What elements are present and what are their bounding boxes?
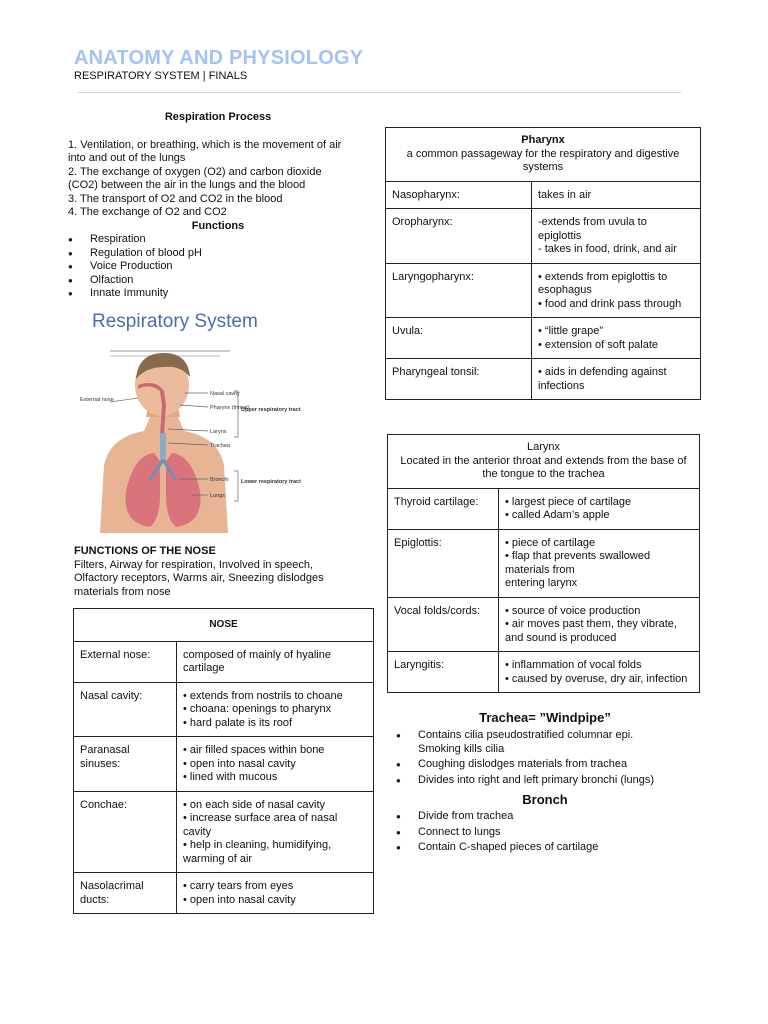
table-row — [74, 737, 374, 792]
table-cell-desc: • carry tears from eyes • open into nasal cavity — [177, 873, 374, 914]
label-trachea: Trachea — [210, 443, 230, 449]
table-cell-term: Pharyngeal tonsil: — [386, 359, 532, 400]
table-row — [388, 529, 700, 597]
respiration-line: (CO2) between the air in the lungs and the blood — [68, 179, 306, 191]
table-row — [74, 641, 374, 682]
respiration-line: 4. The exchange of O2 and CO2 — [68, 206, 227, 218]
table-cell-desc: • aids in defending against infections — [532, 359, 701, 400]
respiration-steps — [68, 139, 368, 220]
table-cell-desc: • piece of cartilage • flap that prevents swallowed materials from entering larynx — [499, 529, 700, 597]
respiration-section — [68, 111, 368, 301]
table-row — [74, 791, 374, 873]
label-lungs: Lungs — [210, 493, 225, 499]
table-cell-term: Laryngitis: — [388, 652, 499, 693]
label-pharynx: Pharynx (throat) — [210, 405, 250, 411]
trachea-section — [396, 729, 696, 789]
label-nasal-cavity: Nasal cavity — [210, 391, 240, 397]
table-cell-term: Epiglottis: — [388, 529, 499, 597]
table-cell-term: External nose: — [74, 641, 177, 682]
table-cell-desc: • “little grape” • extension of soft palate — [532, 318, 701, 359]
pharynx-title: Pharynx — [521, 134, 565, 146]
table-cell-term: Paranasal sinuses: — [74, 737, 177, 792]
nose-functions-section — [74, 545, 374, 599]
table-cell-term: Nasopharynx: — [386, 181, 532, 209]
respiration-heading: Respiration Process — [164, 111, 272, 123]
document-subtitle: RESPIRATORY SYSTEM | FINALS — [74, 70, 248, 82]
table-row — [386, 359, 701, 400]
nose-functions-line: Filters, Airway for respiration, Involved in speech, — [74, 558, 314, 571]
label-larynx: Larynx — [210, 429, 227, 435]
larynx-table — [387, 434, 700, 693]
functions-list — [68, 233, 368, 301]
table-row — [74, 873, 374, 914]
copyright-line — [110, 350, 230, 352]
label-bronchi: Bronchi — [210, 477, 229, 483]
list-item: ● Divides into right and left primary bronchi (lungs) — [396, 774, 696, 788]
list-item: ● Contains cilia pseudostratified columnar epi. Smoking kills cilia — [396, 729, 696, 756]
bronch-section — [396, 810, 696, 857]
respiration-line: 2. The exchange of oxygen (O2) and carbon dioxide — [68, 165, 322, 178]
header-divider — [78, 92, 681, 93]
list-item: ● Regulation of blood pH — [68, 247, 368, 261]
nose-functions-line: materials from nose — [74, 585, 171, 598]
table-cell-desc: • inflammation of vocal folds • caused by overuse, dry air, infection — [499, 652, 700, 693]
trachea-shape — [160, 433, 166, 461]
document-title: ANATOMY AND PHYSIOLOGY — [74, 47, 364, 69]
table-cell-desc: • largest piece of cartilage • called Adam’s apple — [499, 488, 700, 529]
table-row — [386, 209, 701, 264]
list-item: ● Contain C-shaped pieces of cartilage — [396, 841, 696, 855]
table-cell-desc: composed of mainly of hyaline cartilage — [177, 641, 374, 682]
functions-heading: Functions — [191, 219, 245, 232]
table-row — [386, 318, 701, 359]
larynx-subtitle: Located in the anterior throat and extends from the base of the tongue to the trachea — [400, 454, 687, 480]
table-cell-desc: takes in air — [532, 181, 701, 209]
table-cell-desc: • on each side of nasal cavity • increase surface area of nasal cavity • help in cleaning, humidifying, warming of air — [177, 791, 374, 873]
table-cell-desc: • extends from nostrils to choane • choana: openings to pharynx • hard palate is its roof — [177, 682, 374, 737]
table-row — [388, 597, 700, 652]
table-cell-desc: -extends from uvula to epiglottis - takes in food, drink, and air — [532, 209, 701, 264]
pharynx-table — [385, 127, 701, 400]
respiration-line: 1. Ventilation, or breathing, which is the movement of air — [68, 138, 342, 151]
table-row — [386, 181, 701, 209]
list-item: ● Innate Immunity — [68, 287, 368, 301]
respiratory-system-illustration — [80, 305, 320, 533]
respiratory-diagram — [80, 305, 320, 533]
table-row — [388, 488, 700, 529]
table-cell-term: Laryngopharynx: — [386, 263, 532, 318]
list-item: ● Voice Production — [68, 260, 368, 274]
pharynx-subtitle: a common passageway for the respiratory and digestive systems — [406, 147, 680, 173]
table-cell-term: Thyroid cartilage: — [388, 488, 499, 529]
nose-functions-heading: FUNCTIONS OF THE NOSE — [74, 545, 216, 557]
respiration-line: 3. The transport of O2 and CO2 in the blood — [68, 192, 283, 205]
table-cell-desc: • source of voice production • air moves past them, they vibrate, and sound is produced — [499, 597, 700, 652]
table-cell-term: Vocal folds/cords: — [388, 597, 499, 652]
list-item: ● Divide from trachea — [396, 810, 696, 824]
list-item: ● Connect to lungs — [396, 826, 696, 840]
list-item: ● Respiration — [68, 233, 368, 247]
trachea-heading: Trachea= ”Windpipe” — [479, 710, 611, 725]
label-upper-tract: Upper respiratory tract — [241, 407, 301, 413]
list-item: ● Olfaction — [68, 274, 368, 288]
nose-functions-line: Olfactory receptors, Warms air, Sneezing dislodges — [74, 572, 324, 584]
larynx-title: Larynx — [526, 441, 561, 453]
table-row — [74, 682, 374, 737]
table-cell-desc: • extends from epiglottis to esophagus • food and drink pass through — [532, 263, 701, 318]
table-cell-term: Oropharynx: — [386, 209, 532, 264]
bronch-heading: Bronch — [522, 792, 568, 807]
bronch-list — [396, 810, 696, 855]
table-row — [388, 652, 700, 693]
illustration-title: Respiratory System — [92, 311, 258, 332]
larynx-table-header — [388, 435, 700, 489]
label-external-nose: External nose — [80, 397, 114, 403]
table-cell-term: Nasolacrimal ducts: — [74, 873, 177, 914]
respiration-line: into and out of the lungs — [68, 152, 186, 164]
table-cell-term: Conchae: — [74, 791, 177, 873]
label-lower-tract: Lower respiratory tract — [241, 479, 301, 485]
table-cell-desc: • air filled spaces within bone • open into nasal cavity • lined with mucous — [177, 737, 374, 792]
table-cell-term: Nasal cavity: — [74, 682, 177, 737]
nose-table — [73, 608, 374, 914]
nose-table-title: NOSE — [74, 609, 374, 642]
pharynx-table-header — [386, 128, 701, 182]
list-item: ● Coughing dislodges materials from trachea — [396, 758, 696, 772]
table-cell-term: Uvula: — [386, 318, 532, 359]
trachea-list — [396, 729, 696, 787]
table-row — [386, 263, 701, 318]
